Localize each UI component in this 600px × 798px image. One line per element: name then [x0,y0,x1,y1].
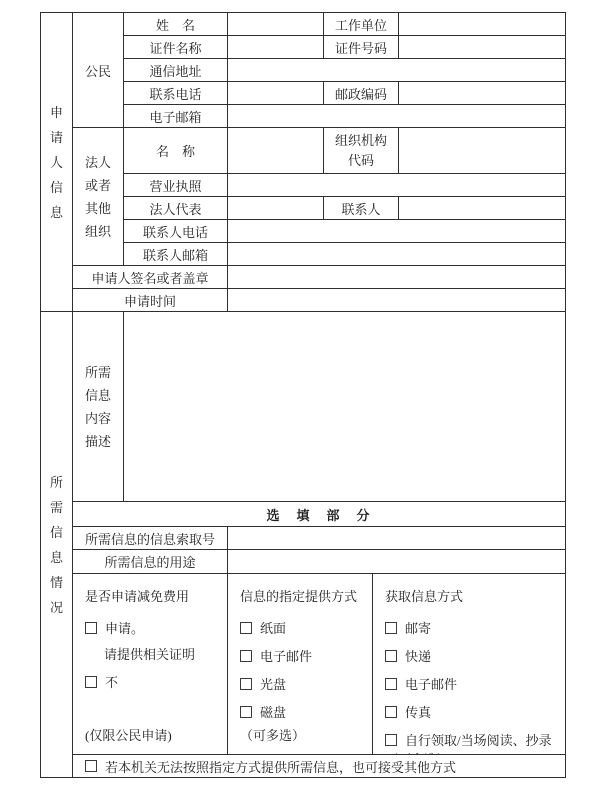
checkbox-label: 电子邮件 [405,677,458,692]
field-label-id-type: 证件名称 [124,36,228,59]
checkbox-icon[interactable] [85,676,97,688]
input-cell-apply-time[interactable] [228,289,566,312]
checkbox-option-no[interactable] [85,672,118,691]
field-label-license: 营业执照 [124,174,228,197]
provide-method-footnote: （可多选） [240,728,306,743]
application-form-table [40,12,566,778]
checkbox-label: 磁盘 [260,705,287,720]
provide-method-cell [228,574,373,755]
input-cell-contact-phone[interactable] [228,220,566,243]
checkbox-option-express[interactable] [385,646,431,665]
checkbox-option-fax[interactable] [385,702,431,721]
field-label-name: 姓 名 [124,13,228,36]
field-label-phone: 联系电话 [124,82,228,105]
obtain-method-cell [373,574,566,755]
input-cell-info-purpose[interactable] [228,550,566,574]
checkbox-icon[interactable] [85,760,97,772]
input-cell-org-code[interactable] [399,128,566,174]
checkbox-option-apply[interactable] [85,618,144,637]
info-description-stacked-text: 所需 信息 内容 描述 [84,364,111,449]
obtain-method-footnote [385,749,450,755]
input-cell-postcode[interactable] [399,82,566,105]
checkbox-label: 纸面 [260,621,287,636]
checkbox-icon[interactable] [385,622,397,634]
checkbox-icon[interactable] [240,622,252,634]
input-cell-org-name[interactable] [228,128,324,174]
fee-waiver-footnote: (仅限公民申请) [85,728,172,743]
org-code-stacked-text: 组织机构 代码 [335,132,388,168]
legal-org-stacked-text: 法人 或者 其他 组织 [84,154,111,239]
applicant-info-vertical-text: 申 请 人 信 息 [49,104,63,220]
checkbox-label: 快递 [405,649,432,664]
checkbox-icon[interactable] [85,622,97,634]
field-label-info-purpose: 所需信息的用途 [73,550,228,574]
field-label-postcode: 邮政编码 [324,82,399,105]
required-info-vertical-text: 所 需 信 息 情 况 [49,474,63,615]
fee-waiver-header: 是否申请减免费用 [85,589,190,604]
checkbox-option-self-pickup[interactable] [385,730,552,749]
field-label-apply-time: 申请时间 [73,289,228,312]
checkbox-option-email-obtain[interactable] [385,674,457,693]
input-cell-legal-rep[interactable] [228,197,324,220]
fee-waiver-apply-note: 请提供相关证明 [104,647,196,662]
checkbox-option-mail[interactable] [385,618,431,637]
input-cell-phone[interactable] [228,82,324,105]
checkbox-label: 传真 [405,705,432,720]
field-label-org-name: 名 称 [124,128,228,174]
checkbox-option-fallback[interactable] [73,757,565,776]
field-label-contact-email: 联系人邮箱 [124,243,228,266]
field-label-info-index-number: 所需信息的信息索取号 [73,527,228,550]
input-cell-contact[interactable] [399,197,566,220]
input-cell-license[interactable] [228,174,566,197]
checkbox-label: 自行领取/当场阅读、抄录 [405,733,552,748]
field-label-email: 电子邮箱 [124,105,228,128]
field-label-legal-rep: 法人代表 [124,197,228,220]
checkbox-option-disk[interactable] [240,702,286,721]
input-cell-id-type[interactable] [228,36,324,59]
input-cell-info-description[interactable] [124,312,566,502]
input-cell-info-index-number[interactable] [228,527,566,550]
checkbox-label: 邮寄 [405,621,432,636]
checkbox-icon[interactable] [385,650,397,662]
input-cell-contact-email[interactable] [228,243,566,266]
checkbox-icon[interactable] [385,734,397,746]
fallback-note-label: 若本机关无法按照指定方式提供所需信息，也可接受其他方式 [105,759,457,775]
field-label-address: 通信地址 [124,59,228,82]
legal-org-group-label [73,128,124,266]
checkbox-option-paper[interactable] [240,618,286,637]
fee-waiver-cell [73,574,228,755]
optional-section-header: 选 填 部 分 [73,502,566,527]
checkbox-label: 申请。 [105,621,145,636]
checkbox-label: 不 [105,675,119,690]
checkbox-icon[interactable] [240,650,252,662]
field-label-org-code [324,128,399,174]
field-label-contact-phone: 联系人电话 [124,220,228,243]
provide-method-column [228,574,372,754]
input-cell-work-unit[interactable] [399,13,566,36]
input-cell-email[interactable] [228,105,566,128]
field-label-work-unit: 工作单位 [324,13,399,36]
fallback-note-cell [73,755,566,778]
provide-method-header: 信息的指定提供方式 [240,589,358,604]
checkbox-icon[interactable] [240,678,252,690]
checkbox-icon[interactable] [240,706,252,718]
section-applicant-info-side-label [41,13,73,312]
obtain-method-column [373,574,565,754]
field-label-signature: 申请人签名或者盖章 [73,266,228,289]
checkbox-icon[interactable] [385,678,397,690]
input-cell-id-number[interactable] [399,36,566,59]
field-label-id-number: 证件号码 [324,36,399,59]
input-cell-name[interactable] [228,13,324,36]
checkbox-option-email-delivery[interactable] [240,646,312,665]
citizen-group-label: 公民 [73,13,124,128]
section-required-info-side-label [41,312,73,778]
checkbox-label: 光盘 [260,677,287,692]
field-label-info-description [73,312,124,502]
checkbox-option-cd[interactable] [240,674,286,693]
input-cell-address[interactable] [228,59,566,82]
field-label-contact: 联系人 [324,197,399,220]
fee-waiver-column [73,574,227,754]
input-cell-signature[interactable] [228,266,566,289]
checkbox-icon[interactable] [385,706,397,718]
obtain-method-header: 获取信息方式 [385,589,464,604]
checkbox-label: 电子邮件 [260,649,313,664]
